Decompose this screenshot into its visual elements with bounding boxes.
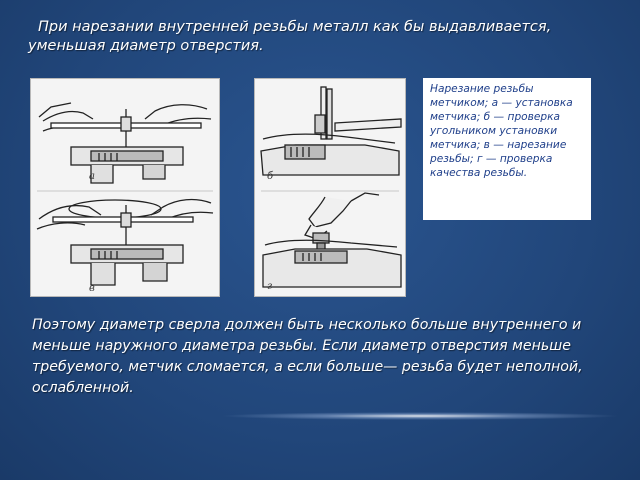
slide-body-text: Поэтому диаметр сверла должен быть несколько больше внутреннего и меньше наружного диаметра резьбы. Если диаметр отверстия меньше требуемого, метчик сломается, а если больше— резьба будет неполной, ослабленной. xyxy=(32,317,583,396)
tap-drawing-left xyxy=(31,79,219,296)
figure-label-a: а xyxy=(89,171,95,182)
figure-label-b: б xyxy=(267,171,274,182)
slide-heading: При нарезании внутренней резьбы металл как бы выдавливается, уменьшая диаметр отверстия. xyxy=(28,19,552,54)
figure-caption: Нарезание резьбы метчиком; а — установка метчика; б — проверка угольником установки метчика; в — нарезание резьбы; г — проверка качества резьбы. xyxy=(430,83,573,179)
illustration-tap-installation-and-threading xyxy=(30,78,220,297)
illustration-square-check-and-thread-check xyxy=(254,78,406,297)
decorative-glow-line xyxy=(220,412,620,420)
tap-drawing-right xyxy=(255,79,405,296)
figure-label-v: в xyxy=(89,283,95,294)
caption-box xyxy=(423,78,591,220)
figure-label-g: г xyxy=(267,281,273,292)
